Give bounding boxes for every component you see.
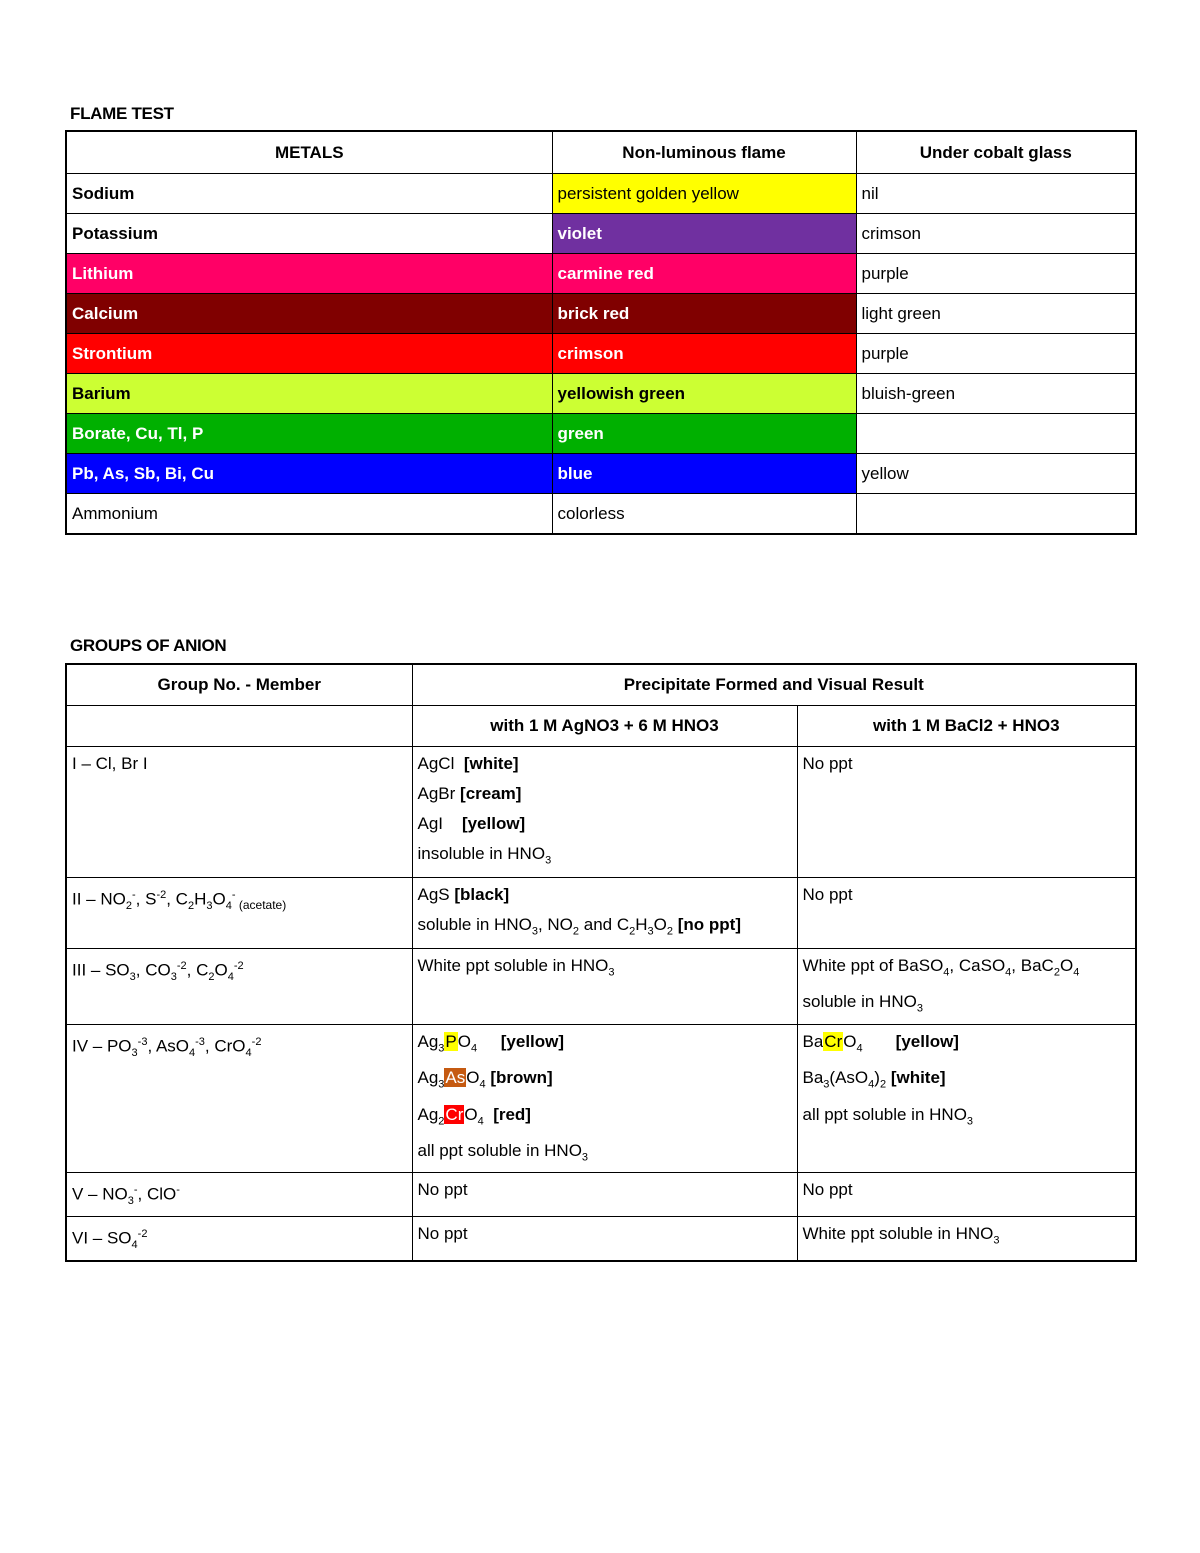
sub: 3 <box>206 900 213 913</box>
sub: 3 <box>993 1234 1000 1247</box>
group-6-member <box>66 1217 412 1262</box>
sub: 3 <box>916 1002 923 1015</box>
sub: 3 <box>647 925 654 938</box>
agcl-formula: AgCl <box>417 754 455 773</box>
anion-row-group-6 <box>66 1217 1136 1262</box>
anion-row-group-3 <box>66 949 1136 1025</box>
t: all ppt soluble in HNO <box>802 1104 967 1124</box>
sub: 2 <box>572 925 580 938</box>
group-6-bacl2-result <box>797 1217 1136 1262</box>
flame-row <box>66 214 1136 254</box>
flame-row <box>66 334 1136 374</box>
insoluble-note: insoluble in HNO <box>417 844 546 863</box>
sub: 4 <box>856 1042 863 1055</box>
flame-row <box>66 294 1136 334</box>
metal-cell: Pb, As, Sb, Bi, Cu <box>66 454 552 494</box>
sub: 4 <box>1073 966 1080 979</box>
group-3-agno3-result <box>412 949 797 1025</box>
sub: 3 <box>127 1195 134 1208</box>
ba3aso42-result: [white] <box>890 1068 946 1088</box>
sub: 3 <box>531 925 538 938</box>
anion-subheader-row <box>66 706 1136 747</box>
sup: - <box>133 1184 138 1197</box>
sub: 4 <box>227 971 234 984</box>
t: , AsO <box>147 1036 190 1056</box>
flame-row <box>66 494 1136 535</box>
group-5-agno3-result: No ppt <box>412 1173 797 1217</box>
flame-row <box>66 414 1136 454</box>
sup: -3 <box>137 1035 148 1048</box>
t: V – NO <box>72 1185 128 1204</box>
flame-color-cell: yellowish green <box>552 374 856 414</box>
subheader-empty <box>66 706 412 747</box>
metal-cell: Potassium <box>66 214 552 254</box>
sub: 4 <box>471 1042 478 1055</box>
chromium-highlight: Cr <box>445 1104 464 1124</box>
ags-formula: AgS <box>417 885 450 904</box>
header-precipitate: Precipitate Formed and Visual Result <box>412 664 1136 706</box>
group-4-agno3-result <box>412 1024 797 1173</box>
t: White ppt soluble in HNO <box>417 956 609 975</box>
ag2cro4-result: [red] <box>493 1104 531 1124</box>
t: O <box>1059 956 1074 975</box>
group-1-bacl2-result: No ppt <box>797 747 1136 878</box>
sup: -2 <box>156 889 167 901</box>
cobalt-glass-cell <box>856 494 1136 535</box>
group-3-bacl2-result <box>797 949 1136 1025</box>
agbr-formula: AgBr <box>417 784 456 803</box>
anion-header-row <box>66 664 1136 706</box>
t: O <box>843 1031 857 1051</box>
group-4-bacl2-result <box>797 1024 1136 1173</box>
flame-row <box>66 374 1136 414</box>
sup: -2 <box>251 1035 262 1048</box>
t: White ppt of BaSO <box>802 956 944 975</box>
cobalt-glass-cell: purple <box>856 254 1136 294</box>
flame-row <box>66 454 1136 494</box>
t: , S <box>135 889 157 909</box>
cobalt-glass-cell: bluish-green <box>856 374 1136 414</box>
sup: - <box>131 889 136 901</box>
sup: -3 <box>195 1035 205 1048</box>
group-1-member: I – Cl, Br I <box>66 747 412 878</box>
subheader-bacl2: with 1 M BaCl2 + HNO3 <box>797 706 1136 747</box>
t: O <box>464 1104 478 1124</box>
sub: 2 <box>629 925 636 938</box>
cobalt-glass-cell: light green <box>856 294 1136 334</box>
chromium-highlight: Cr <box>824 1031 843 1051</box>
ags-result: [black] <box>454 885 510 904</box>
sub: 4 <box>225 900 232 913</box>
metal-cell: Barium <box>66 374 552 414</box>
t: (AsO <box>829 1068 869 1088</box>
flame-color-cell: colorless <box>552 494 856 535</box>
t: VI – SO <box>72 1229 132 1249</box>
sub: 3 <box>131 1046 138 1059</box>
sup: -2 <box>233 960 244 972</box>
metal-cell: Ammonium <box>66 494 552 535</box>
acetate-note: (acetate) <box>235 898 287 913</box>
sub: 3 <box>581 1151 589 1164</box>
sub: 2 <box>187 900 195 913</box>
metal-cell: Calcium <box>66 294 552 334</box>
sub: 4 <box>1005 966 1012 979</box>
t: ) <box>874 1068 880 1088</box>
t: IV – PO <box>72 1036 132 1056</box>
t: , C <box>186 960 209 980</box>
sub: 2 <box>879 1078 887 1091</box>
sub: 4 <box>868 1078 875 1091</box>
sub: 2 <box>438 1114 445 1127</box>
t: soluble in HNO <box>802 992 917 1012</box>
sub: 2 <box>125 900 132 913</box>
sub: 4 <box>477 1114 484 1127</box>
subheader-agno3: with 1 M AgNO3 + 6 M HNO3 <box>412 706 797 747</box>
anion-row-group-4 <box>66 1024 1136 1173</box>
metal-cell: Sodium <box>66 174 552 214</box>
flame-color-cell: persistent golden yellow <box>552 174 856 214</box>
sub: 4 <box>131 1239 138 1252</box>
flame-color-cell: crimson <box>552 334 856 374</box>
t: Ba <box>802 1068 824 1088</box>
group-1-agno3-result <box>412 747 797 878</box>
group-2-bacl2-result: No ppt <box>797 878 1136 949</box>
anion-groups-title: GROUPS OF ANION <box>70 636 227 655</box>
t: H <box>635 915 648 934</box>
anion-row-group-1 <box>66 747 1136 878</box>
ag3aso4-result: [brown] <box>490 1068 553 1088</box>
t: O <box>214 960 228 980</box>
anion-groups-table <box>65 663 1137 1262</box>
agi-result: [yellow] <box>461 814 526 833</box>
t: , CaSO <box>949 956 1006 975</box>
t: Ba <box>802 1031 824 1051</box>
t: O <box>457 1031 471 1051</box>
sub: 3 <box>438 1078 445 1091</box>
header-group-member: Group No. - Member <box>66 664 412 706</box>
group-5-member <box>66 1173 412 1217</box>
sup: -2 <box>176 960 187 972</box>
agbr-result: [cream] <box>460 784 522 803</box>
t: Ag <box>417 1068 439 1088</box>
cobalt-glass-cell <box>856 414 1136 454</box>
header-non-luminous-flame: Non-luminous flame <box>552 131 856 174</box>
t: H <box>194 889 207 909</box>
sub: 3 <box>129 971 136 984</box>
group-2-agno3-result <box>412 878 797 949</box>
group-3-member <box>66 949 412 1025</box>
cobalt-glass-cell: nil <box>856 174 1136 214</box>
flame-test-title: FLAME TEST <box>70 104 174 123</box>
t: , BaC <box>1011 956 1054 975</box>
t: , CrO <box>204 1036 246 1056</box>
agi-formula: AgI <box>417 814 444 833</box>
cobalt-glass-cell: purple <box>856 334 1136 374</box>
metal-cell: Borate, Cu, Tl, P <box>66 414 552 454</box>
metal-cell: Strontium <box>66 334 552 374</box>
sup: -2 <box>137 1228 148 1241</box>
flame-color-cell: green <box>552 414 856 454</box>
flame-row <box>66 254 1136 294</box>
t: , NO <box>537 915 573 934</box>
metal-cell: Lithium <box>66 254 552 294</box>
sub: 4 <box>943 966 950 979</box>
cobalt-glass-cell: yellow <box>856 454 1136 494</box>
t: Ag <box>417 1031 439 1051</box>
sub: 4 <box>189 1046 196 1059</box>
flame-test-table <box>65 130 1137 535</box>
sub: 3 <box>438 1042 445 1055</box>
no-ppt-result: [no ppt] <box>677 915 741 934</box>
flame-header-row <box>66 131 1136 174</box>
t: Ag <box>417 1104 439 1124</box>
t: II – NO <box>72 889 126 909</box>
phosphorus-highlight: P <box>445 1031 457 1051</box>
group-2-member <box>66 878 412 949</box>
group-5-bacl2-result: No ppt <box>797 1173 1136 1217</box>
sub: 4 <box>479 1078 486 1091</box>
t: III – SO <box>72 960 130 980</box>
sub: 2 <box>666 925 674 938</box>
arsenic-highlight: As <box>445 1068 466 1088</box>
header-under-cobalt-glass: Under cobalt glass <box>856 131 1136 174</box>
t: all ppt soluble in HNO <box>417 1140 582 1160</box>
flame-color-cell: carmine red <box>552 254 856 294</box>
group-4-member <box>66 1024 412 1173</box>
t: O <box>212 889 226 909</box>
t: , C <box>166 889 188 909</box>
sub: 3 <box>966 1114 974 1127</box>
sup: - <box>176 1184 180 1197</box>
t: and C <box>579 915 630 934</box>
sub: 3 <box>170 971 177 984</box>
header-metals: METALS <box>66 131 552 174</box>
sub: 3 <box>608 966 615 979</box>
t: , CO <box>135 960 171 980</box>
bacro4-result: [yellow] <box>895 1031 959 1051</box>
t: O <box>653 915 667 934</box>
sub: 3 <box>545 854 552 867</box>
flame-row <box>66 174 1136 214</box>
anion-row-group-2 <box>66 878 1136 949</box>
t: soluble in HNO <box>417 915 532 934</box>
cobalt-glass-cell: crimson <box>856 214 1136 254</box>
t: , ClO <box>137 1185 177 1204</box>
sub: 3 <box>823 1078 830 1091</box>
flame-color-cell: violet <box>552 214 856 254</box>
t: White ppt soluble in HNO <box>802 1224 994 1244</box>
sub: 2 <box>1053 966 1060 979</box>
flame-color-cell: blue <box>552 454 856 494</box>
sup: - <box>231 889 236 901</box>
flame-color-cell: brick red <box>552 294 856 334</box>
sub: 4 <box>245 1046 252 1059</box>
anion-row-group-5 <box>66 1173 1136 1217</box>
group-6-agno3-result: No ppt <box>412 1217 797 1262</box>
t: O <box>466 1068 480 1088</box>
ag3po4-result: [yellow] <box>500 1031 565 1051</box>
sub: 2 <box>208 971 215 984</box>
agcl-result: [white] <box>463 754 519 773</box>
